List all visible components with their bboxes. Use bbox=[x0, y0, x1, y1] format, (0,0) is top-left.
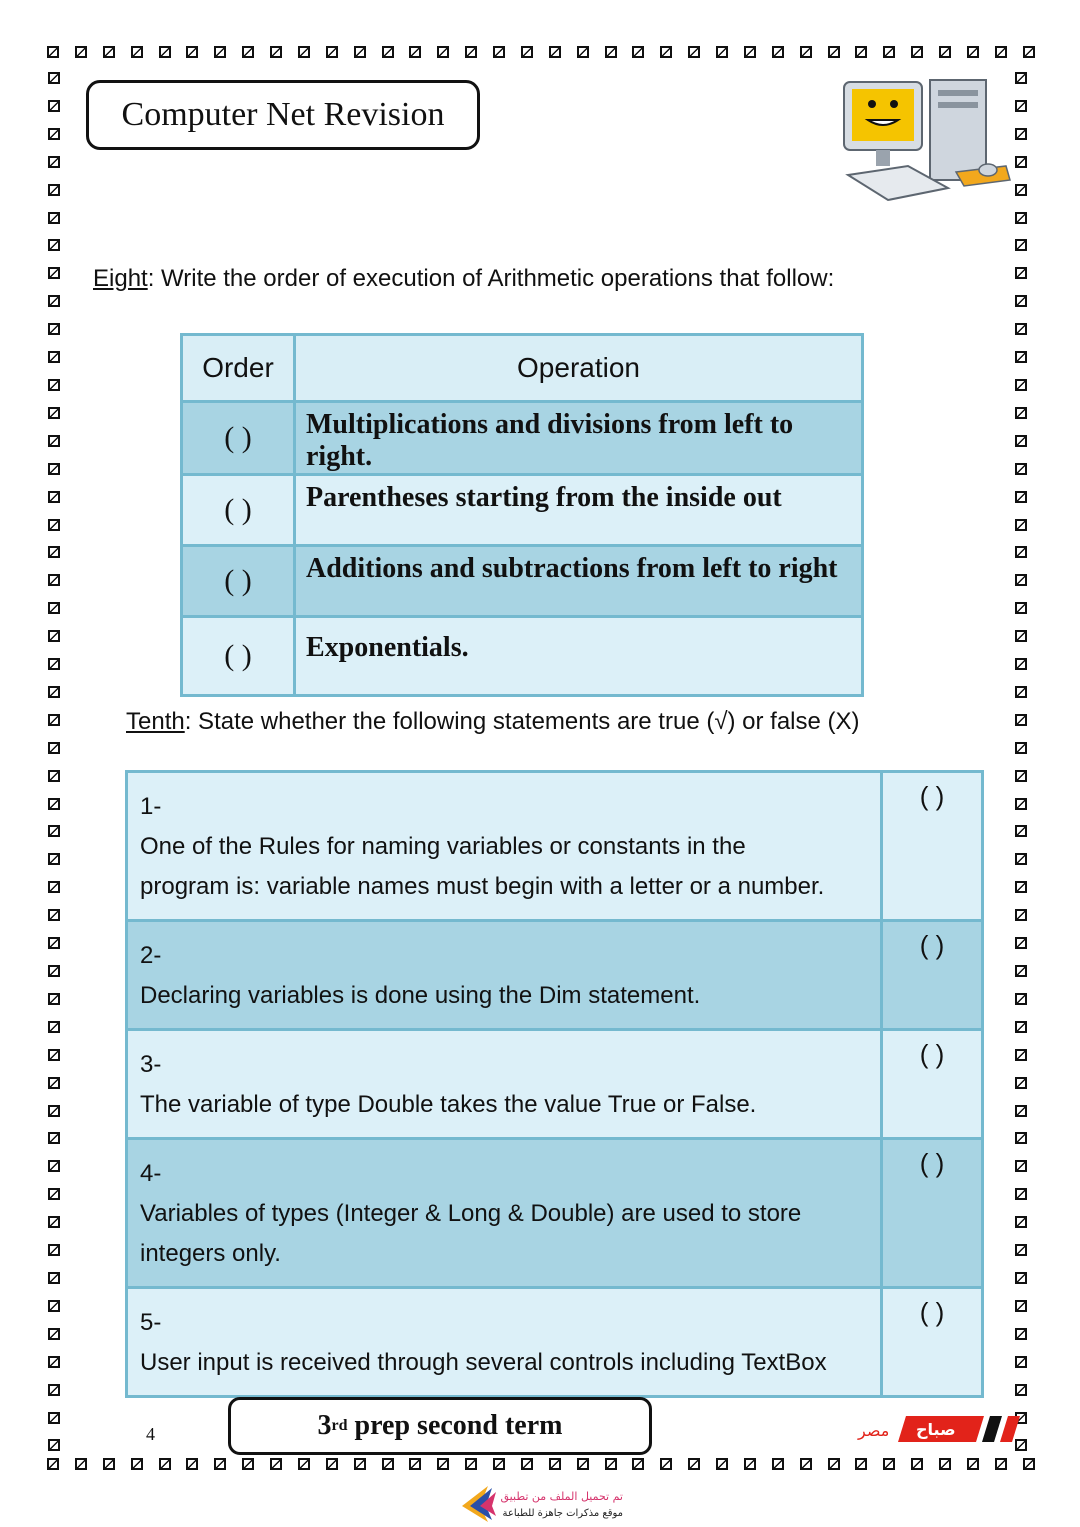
table-row bbox=[127, 1139, 983, 1288]
border-box-icon bbox=[911, 1458, 923, 1470]
border-box-icon bbox=[214, 46, 226, 58]
border-box-icon bbox=[577, 46, 589, 58]
border-box-icon bbox=[1015, 491, 1027, 503]
border-box-icon bbox=[1015, 267, 1027, 279]
border-box-icon bbox=[1015, 519, 1027, 531]
border-box-icon bbox=[409, 46, 421, 58]
border-box-icon bbox=[75, 1458, 87, 1470]
border-box-icon bbox=[1015, 463, 1027, 475]
border-box-icon bbox=[995, 46, 1007, 58]
statement-text: Variables of types (Integer & Long & Double) are used to store integers only. bbox=[140, 1200, 802, 1267]
border-box-icon bbox=[48, 184, 60, 196]
table-row bbox=[182, 475, 863, 546]
operation-column-header: Operation bbox=[295, 335, 863, 402]
border-box-icon bbox=[159, 1458, 171, 1470]
border-box-icon bbox=[1015, 853, 1027, 865]
border-box-icon bbox=[828, 46, 840, 58]
border-box-icon bbox=[549, 1458, 561, 1470]
section-eight-text: : Write the order of execution of Arithmetic operations that follow: bbox=[147, 265, 835, 292]
border-box-icon bbox=[131, 1458, 143, 1470]
border-box-icon bbox=[270, 1458, 282, 1470]
border-box-icon bbox=[48, 1412, 60, 1424]
answer-blank[interactable]: ( ) bbox=[882, 772, 983, 921]
border-box-icon bbox=[1015, 1077, 1027, 1089]
border-box-icon bbox=[1015, 1188, 1027, 1200]
border-box-icon bbox=[1015, 295, 1027, 307]
border-box-icon bbox=[48, 212, 60, 224]
order-table bbox=[180, 333, 864, 697]
answer-blank[interactable]: ( ) bbox=[882, 1139, 983, 1288]
border-box-icon bbox=[716, 1458, 728, 1470]
border-box-icon bbox=[48, 909, 60, 921]
border-box-icon bbox=[298, 46, 310, 58]
border-box-icon bbox=[660, 1458, 672, 1470]
order-blank[interactable]: ( ) bbox=[182, 475, 295, 546]
border-box-icon bbox=[800, 1458, 812, 1470]
border-box-icon bbox=[632, 46, 644, 58]
statement-cell bbox=[127, 772, 882, 921]
border-box-icon bbox=[48, 658, 60, 670]
statement-text: User input is received through several controls including TextBox bbox=[140, 1349, 827, 1376]
border-box-icon bbox=[1015, 574, 1027, 586]
border-box-icon bbox=[48, 1384, 60, 1396]
statement-number: 5- bbox=[140, 1309, 162, 1336]
statement-cell bbox=[127, 1139, 882, 1288]
operation-text: Multiplications and divisions from left to right. bbox=[295, 402, 863, 475]
border-box-icon bbox=[48, 602, 60, 614]
statement-number: 1- bbox=[140, 793, 162, 820]
border-box-icon bbox=[48, 156, 60, 168]
table-row bbox=[182, 617, 863, 696]
table-row bbox=[127, 1288, 983, 1397]
order-blank[interactable]: ( ) bbox=[182, 402, 295, 475]
operation-text: Exponentials. bbox=[295, 617, 863, 696]
border-bottom bbox=[47, 1458, 1035, 1478]
border-box-icon bbox=[493, 1458, 505, 1470]
border-box-icon bbox=[326, 1458, 338, 1470]
border-box-icon bbox=[242, 1458, 254, 1470]
border-box-icon bbox=[1015, 1384, 1027, 1396]
border-box-icon bbox=[855, 46, 867, 58]
border-box-icon bbox=[1015, 1132, 1027, 1144]
section-tenth-heading bbox=[126, 708, 860, 736]
term-box bbox=[228, 1397, 652, 1455]
bottom-logo-line2: موقع مذكرات جاهزة للطباعة bbox=[502, 1508, 623, 1519]
border-box-icon bbox=[549, 46, 561, 58]
order-blank[interactable]: ( ) bbox=[182, 546, 295, 617]
border-box-icon bbox=[1015, 546, 1027, 558]
border-box-icon bbox=[48, 1160, 60, 1172]
section-tenth-text: : State whether the following statements are true (√) or false (X) bbox=[184, 708, 860, 735]
border-box-icon bbox=[1015, 323, 1027, 335]
border-box-icon bbox=[48, 1356, 60, 1368]
border-box-icon bbox=[48, 1188, 60, 1200]
border-box-icon bbox=[47, 1458, 59, 1470]
border-box-icon bbox=[1015, 1049, 1027, 1061]
border-box-icon bbox=[1015, 351, 1027, 363]
border-box-icon bbox=[1015, 1300, 1027, 1312]
border-box-icon bbox=[48, 323, 60, 335]
border-box-icon bbox=[48, 825, 60, 837]
page-number: 4 bbox=[146, 1424, 155, 1444]
border-box-icon bbox=[103, 46, 115, 58]
border-box-icon bbox=[48, 491, 60, 503]
border-box-icon bbox=[48, 379, 60, 391]
border-box-icon bbox=[1015, 1021, 1027, 1033]
border-box-icon bbox=[326, 46, 338, 58]
border-box-icon bbox=[48, 1049, 60, 1061]
section-eight-heading bbox=[93, 265, 834, 293]
border-box-icon bbox=[48, 853, 60, 865]
border-box-icon bbox=[967, 1458, 979, 1470]
computer-icon bbox=[844, 80, 1010, 200]
border-box-icon bbox=[1015, 379, 1027, 391]
border-box-icon bbox=[103, 1458, 115, 1470]
border-box-icon bbox=[855, 1458, 867, 1470]
border-box-icon bbox=[48, 1132, 60, 1144]
page-title-text: Computer Net Revision bbox=[121, 96, 445, 133]
border-box-icon bbox=[1015, 770, 1027, 782]
border-box-icon bbox=[1015, 407, 1027, 419]
border-box-icon bbox=[1015, 630, 1027, 642]
statement-cell bbox=[127, 1030, 882, 1139]
border-box-icon bbox=[911, 46, 923, 58]
border-box-icon bbox=[1015, 1244, 1027, 1256]
border-box-icon bbox=[47, 46, 59, 58]
border-box-icon bbox=[48, 686, 60, 698]
border-box-icon bbox=[828, 1458, 840, 1470]
statement-number: 2- bbox=[140, 942, 162, 969]
border-box-icon bbox=[437, 1458, 449, 1470]
border-box-icon bbox=[48, 1021, 60, 1033]
answer-blank[interactable]: ( ) bbox=[882, 1288, 983, 1397]
border-box-icon bbox=[577, 1458, 589, 1470]
border-box-icon bbox=[1015, 1356, 1027, 1368]
border-box-icon bbox=[48, 993, 60, 1005]
section-eight-label: Eight bbox=[93, 265, 148, 292]
operation-text: Parentheses starting from the inside out bbox=[295, 475, 863, 546]
border-box-icon bbox=[1023, 46, 1035, 58]
border-box-icon bbox=[48, 770, 60, 782]
border-top bbox=[47, 46, 1035, 66]
border-box-icon bbox=[48, 407, 60, 419]
border-box-icon bbox=[437, 46, 449, 58]
sabah-masr-logo bbox=[856, 1412, 1036, 1446]
statement-number: 3- bbox=[140, 1051, 162, 1078]
border-box-icon bbox=[1015, 602, 1027, 614]
border-box-icon bbox=[48, 1216, 60, 1228]
border-box-icon bbox=[521, 1458, 533, 1470]
border-box-icon bbox=[716, 46, 728, 58]
border-box-icon bbox=[1015, 937, 1027, 949]
border-box-icon bbox=[48, 295, 60, 307]
border-box-icon bbox=[48, 937, 60, 949]
border-box-icon bbox=[48, 798, 60, 810]
border-box-icon bbox=[1015, 881, 1027, 893]
border-box-icon bbox=[995, 1458, 1007, 1470]
answer-blank[interactable]: ( ) bbox=[882, 1030, 983, 1139]
table-row bbox=[127, 921, 983, 1030]
border-box-icon bbox=[186, 1458, 198, 1470]
border-box-icon bbox=[242, 46, 254, 58]
border-box-icon bbox=[48, 1077, 60, 1089]
order-blank[interactable]: ( ) bbox=[182, 617, 295, 696]
border-box-icon bbox=[939, 46, 951, 58]
border-box-icon bbox=[48, 128, 60, 140]
border-box-icon bbox=[1015, 658, 1027, 670]
border-box-icon bbox=[632, 1458, 644, 1470]
border-box-icon bbox=[48, 239, 60, 251]
border-box-icon bbox=[1015, 435, 1027, 447]
border-box-icon bbox=[48, 1300, 60, 1312]
computer-illustration bbox=[838, 70, 1018, 205]
border-box-icon bbox=[75, 46, 87, 58]
border-box-icon bbox=[48, 1272, 60, 1284]
border-box-icon bbox=[883, 1458, 895, 1470]
border-box-icon bbox=[382, 46, 394, 58]
border-box-icon bbox=[382, 1458, 394, 1470]
border-box-icon bbox=[1015, 798, 1027, 810]
border-box-icon bbox=[939, 1458, 951, 1470]
border-box-icon bbox=[1015, 825, 1027, 837]
border-box-icon bbox=[772, 1458, 784, 1470]
term-superscript: rd bbox=[331, 1417, 348, 1434]
border-box-icon bbox=[48, 1439, 60, 1451]
border-box-icon bbox=[48, 435, 60, 447]
border-box-icon bbox=[493, 46, 505, 58]
border-box-icon bbox=[48, 714, 60, 726]
border-box-icon bbox=[48, 519, 60, 531]
border-box-icon bbox=[270, 46, 282, 58]
border-box-icon bbox=[48, 881, 60, 893]
border-box-icon bbox=[688, 1458, 700, 1470]
border-box-icon bbox=[1015, 686, 1027, 698]
border-box-icon bbox=[48, 1328, 60, 1340]
operation-text: Additions and subtractions from left to right bbox=[295, 546, 863, 617]
border-box-icon bbox=[48, 72, 60, 84]
border-box-icon bbox=[1015, 1272, 1027, 1284]
border-right bbox=[1015, 72, 1035, 1452]
bottom-logo-line1: تم تحميل الملف من تطبيق bbox=[500, 1490, 623, 1503]
page-title bbox=[86, 80, 480, 150]
table-row bbox=[182, 402, 863, 475]
border-box-icon bbox=[1015, 212, 1027, 224]
border-box-icon bbox=[298, 1458, 310, 1470]
statement-number: 4- bbox=[140, 1160, 162, 1187]
border-box-icon bbox=[800, 46, 812, 58]
table-row bbox=[127, 1030, 983, 1139]
border-box-icon bbox=[521, 46, 533, 58]
table-row bbox=[182, 546, 863, 617]
border-box-icon bbox=[48, 463, 60, 475]
border-box-icon bbox=[48, 546, 60, 558]
border-box-icon bbox=[409, 1458, 421, 1470]
border-box-icon bbox=[772, 46, 784, 58]
term-prefix: 3 bbox=[317, 1410, 332, 1441]
border-box-icon bbox=[660, 46, 672, 58]
border-box-icon bbox=[744, 1458, 756, 1470]
border-box-icon bbox=[1015, 714, 1027, 726]
border-box-icon bbox=[48, 351, 60, 363]
logo-word-sabah: صباح bbox=[916, 1420, 956, 1439]
border-box-icon bbox=[1015, 993, 1027, 1005]
true-false-table bbox=[125, 770, 984, 1398]
border-box-icon bbox=[48, 1105, 60, 1117]
border-box-icon bbox=[48, 100, 60, 112]
border-box-icon bbox=[1015, 1328, 1027, 1340]
border-box-icon bbox=[354, 1458, 366, 1470]
border-box-icon bbox=[48, 574, 60, 586]
border-box-icon bbox=[48, 267, 60, 279]
statement-cell bbox=[127, 921, 882, 1030]
border-box-icon bbox=[744, 46, 756, 58]
statement-text: Declaring variables is done using the Dim statement. bbox=[140, 982, 701, 1009]
border-box-icon bbox=[159, 46, 171, 58]
bottom-app-logo bbox=[458, 1484, 628, 1524]
border-box-icon bbox=[605, 1458, 617, 1470]
border-box-icon bbox=[48, 742, 60, 754]
border-box-icon bbox=[1015, 1216, 1027, 1228]
border-box-icon bbox=[186, 46, 198, 58]
statement-cell bbox=[127, 1288, 882, 1397]
border-box-icon bbox=[1015, 965, 1027, 977]
border-box-icon bbox=[465, 1458, 477, 1470]
border-box-icon bbox=[1015, 742, 1027, 754]
border-box-icon bbox=[1015, 909, 1027, 921]
statement-text: One of the Rules for naming variables or constants in the program is: variable names must begin with a letter or a number. bbox=[140, 833, 825, 900]
border-box-icon bbox=[1015, 1105, 1027, 1117]
table-row bbox=[127, 772, 983, 921]
border-box-icon bbox=[131, 46, 143, 58]
border-box-icon bbox=[1015, 239, 1027, 251]
border-box-icon bbox=[48, 630, 60, 642]
border-box-icon bbox=[883, 46, 895, 58]
border-box-icon bbox=[48, 965, 60, 977]
border-box-icon bbox=[48, 1244, 60, 1256]
border-box-icon bbox=[605, 46, 617, 58]
logo-word-masr: مصر bbox=[858, 1421, 890, 1440]
order-column-header: Order bbox=[182, 335, 295, 402]
section-tenth-label: Tenth bbox=[126, 708, 185, 735]
border-box-icon bbox=[214, 1458, 226, 1470]
border-left bbox=[48, 72, 68, 1452]
border-box-icon bbox=[465, 46, 477, 58]
statement-text: The variable of type Double takes the value True or False. bbox=[140, 1091, 757, 1118]
border-box-icon bbox=[1023, 1458, 1035, 1470]
border-box-icon bbox=[967, 46, 979, 58]
term-text: prep second term bbox=[347, 1410, 563, 1441]
answer-blank[interactable]: ( ) bbox=[882, 921, 983, 1030]
border-box-icon bbox=[688, 46, 700, 58]
border-box-icon bbox=[354, 46, 366, 58]
border-box-icon bbox=[1015, 1160, 1027, 1172]
